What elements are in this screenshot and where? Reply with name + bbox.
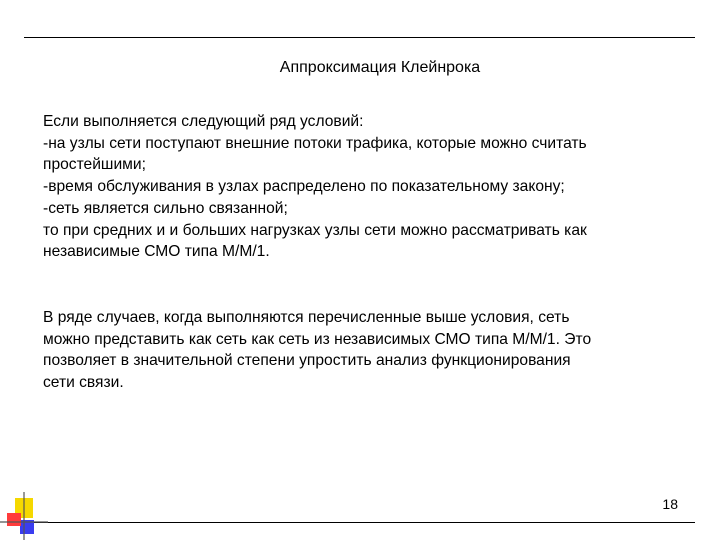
paragraph-conditions	[43, 111, 693, 263]
paragraph-conclusion	[43, 307, 693, 394]
paragraph-line: то при средних и и больших нагрузках узлы сети можно рассматривать как	[43, 221, 587, 239]
paragraph-line: В ряде случаев, когда выполняются перечисленные выше условия, сеть	[43, 309, 570, 326]
paragraph-line: -время обслуживания в узлах распределено по показательному закону;	[43, 178, 565, 196]
paragraph-line: позволяет в значительной степени упростить анализ функционирования	[43, 352, 571, 370]
top-divider	[24, 37, 695, 38]
paragraph-line: простейшими;	[43, 156, 146, 174]
slide-title: Аппроксимация Клейнрока	[279, 59, 481, 76]
paragraph-line: независимые СМО типа M/M/1.	[43, 243, 270, 261]
paragraph-line: Если выполняется следующий ряд условий:	[43, 113, 364, 130]
page-number: 18	[662, 496, 678, 512]
paragraph-line: -сеть является сильно связанной;	[43, 199, 288, 217]
paragraph-line: -на узлы сети поступают внешние потоки трафика, которые можно считать	[43, 134, 587, 152]
paragraph-line: можно представить как сеть как сеть из независимых СМО типа M/M/1. Это	[43, 330, 592, 348]
paragraph-line: сети связи.	[43, 374, 124, 392]
bottom-divider	[24, 522, 695, 523]
logo-red-square	[7, 513, 21, 526]
template-logo-icon	[0, 492, 48, 540]
